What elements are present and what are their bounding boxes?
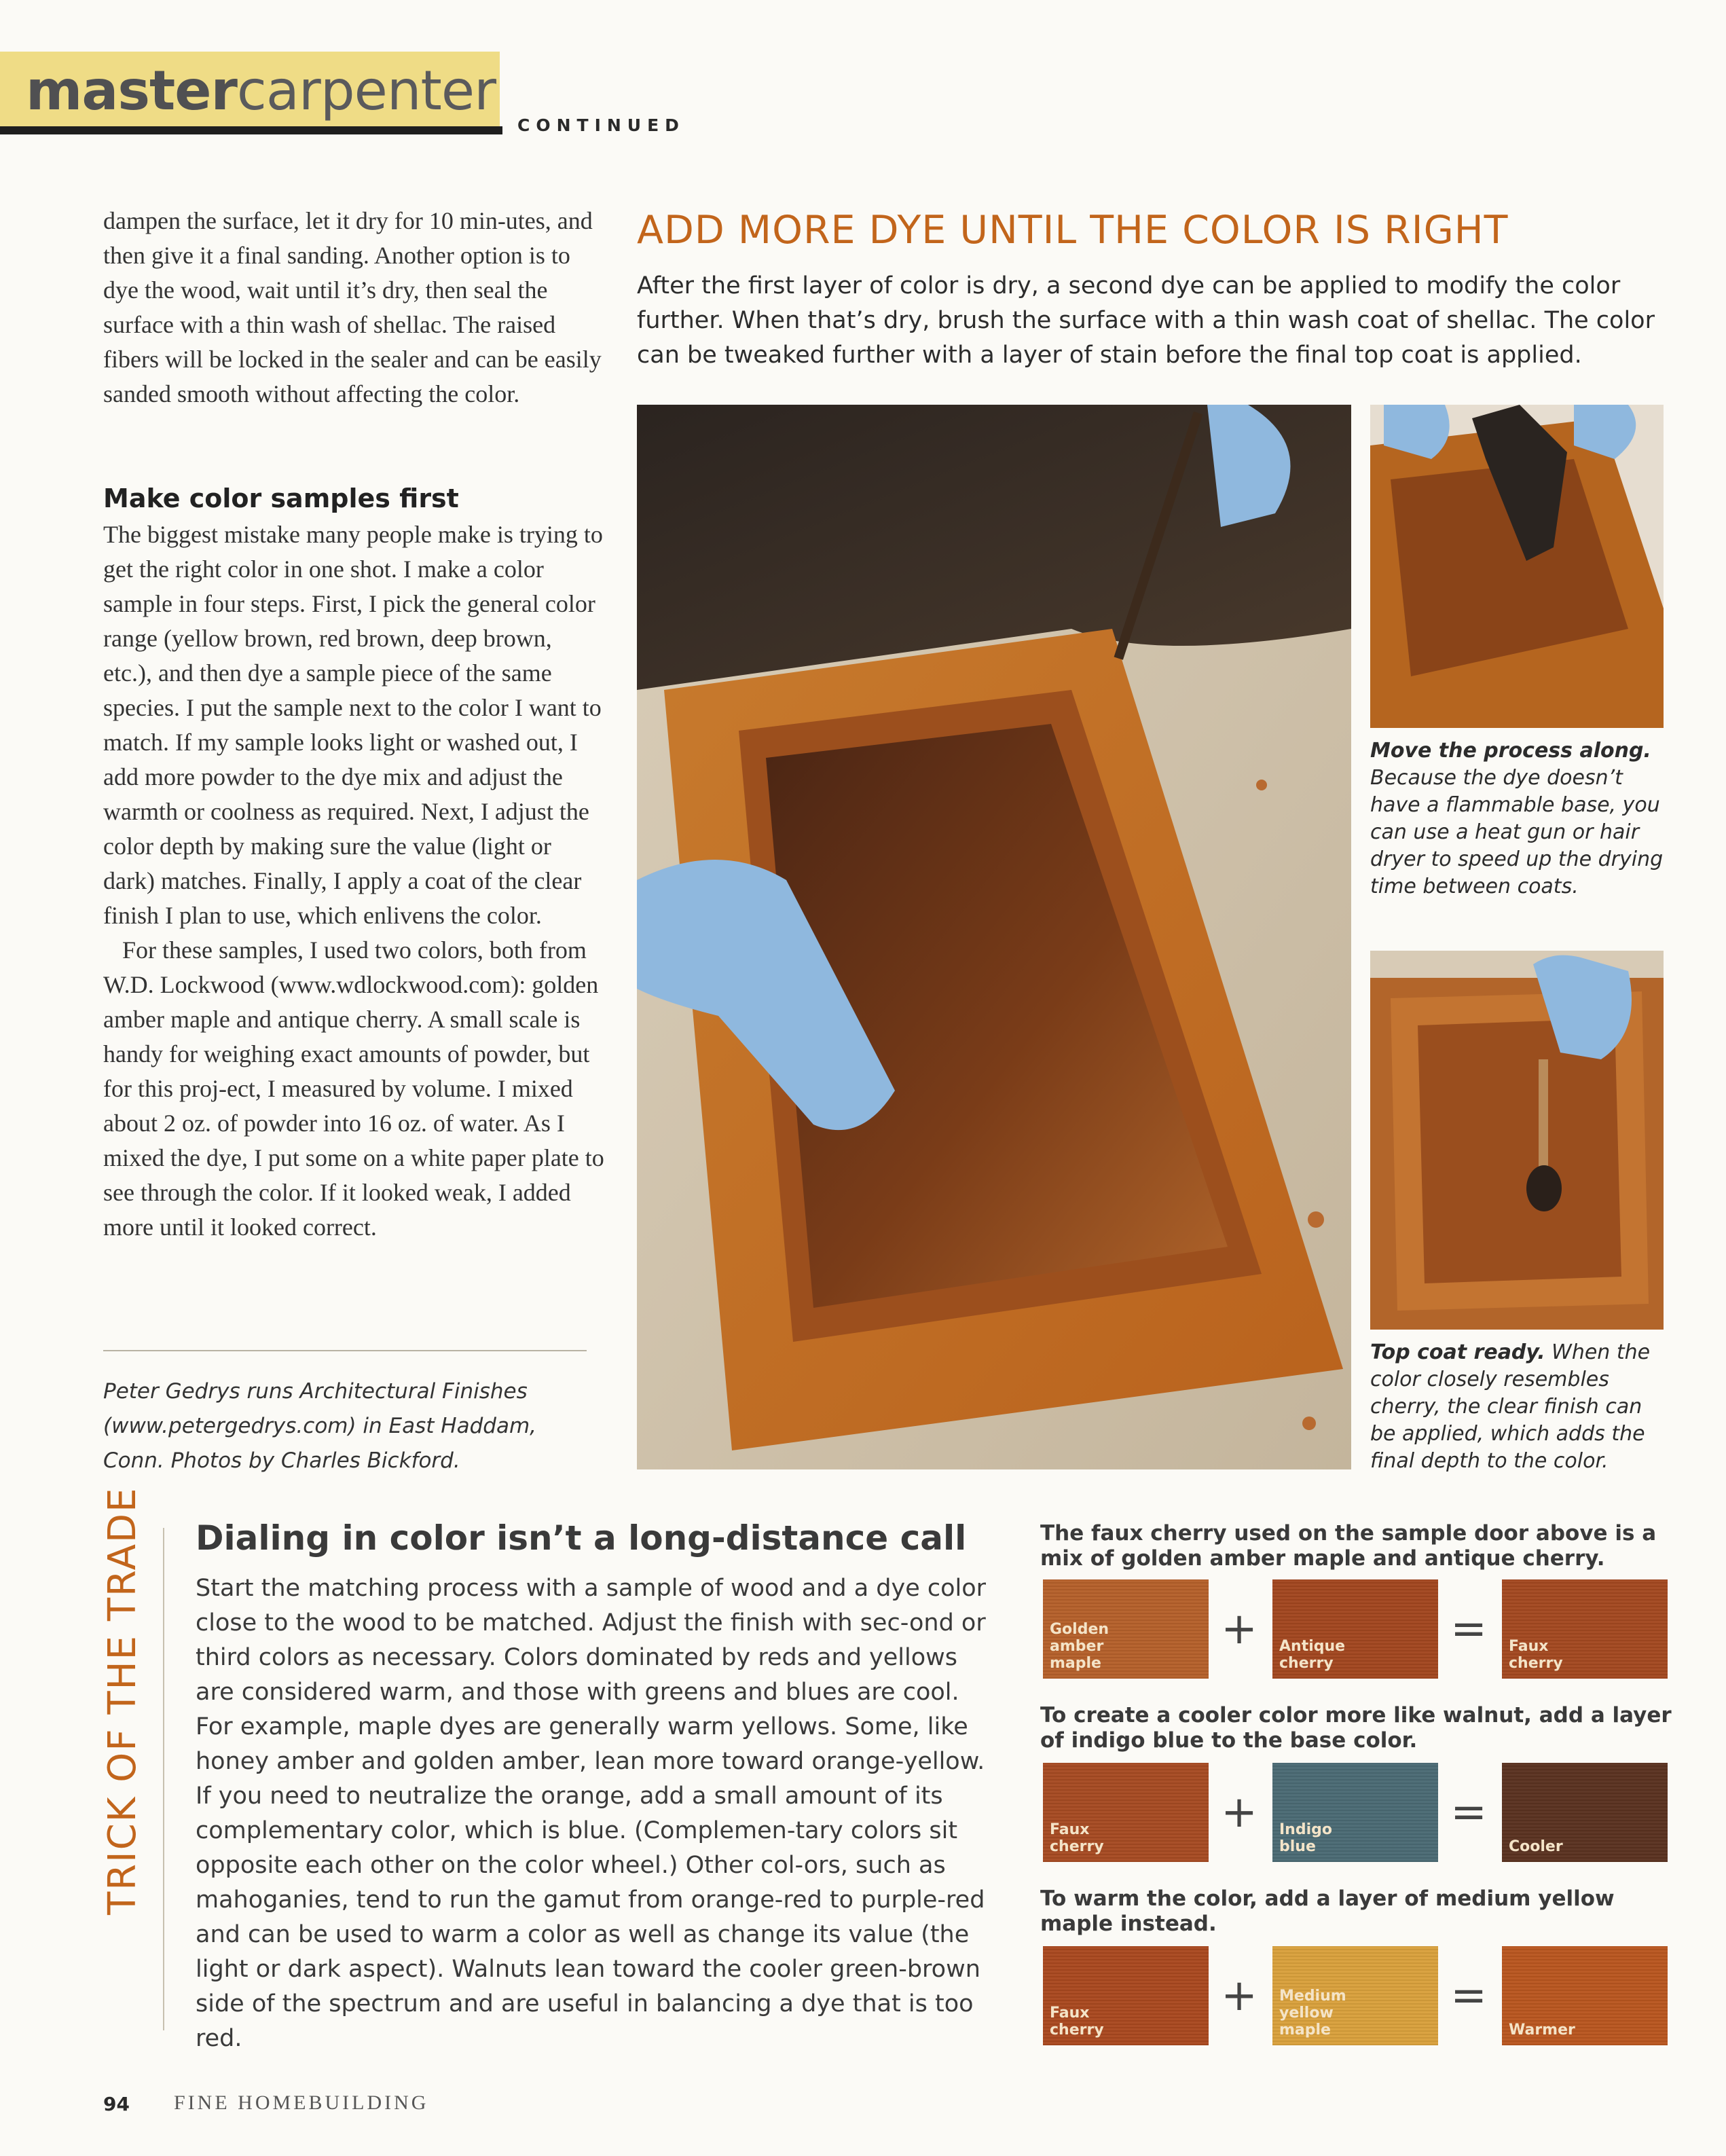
department-title [26, 53, 496, 129]
para-intro: dampen the surface, let it dry for 10 min-utes, and then give it a final sanding. Another option is to dye the wood, wait until it’s dry, then seal the surface with a thin wash of shellac. The raised fibers will be locked in the sealer and can be easily sanded smooth without affecting the color. [103, 207, 602, 407]
magazine-name: FINE HOMEBUILDING [174, 2091, 429, 2114]
swatch-warmer-result: Warmer [1502, 1946, 1668, 2045]
brand-light: carpenter [236, 59, 496, 122]
caption-move-bold: Move the process along. [1370, 739, 1651, 763]
plus-sign: + [1221, 1604, 1257, 1654]
swatch-cooler-result: Cooler [1502, 1763, 1668, 1862]
trick-title: Dialing in color isn’t a long-distance call [196, 1518, 967, 1558]
continued-label: CONTINUED [517, 115, 685, 135]
author-credit: Peter Gedrys runs Architectural Finishes (www.petergedrys.com) in East Haddam, Conn. Photos by Charles Bickford. [103, 1379, 536, 1473]
swatch-indigo-blue: Indigo blue [1272, 1763, 1438, 1862]
para-lockwood: For these samples, I used two colors, both from W.D. Lockwood (www.wdlockwood.com): golden amber maple and antique cherry. A small scale is handy for weighing exact amounts of powder, but for this proj-ect, I measured by volume. I mixed about 2 oz. of powder into 16 oz. of water. As I mixed the dye, I put some on a white paper plate to see through the color. If it looked weak, I added more until it looked correct. [103, 936, 604, 1241]
caption-topcoat-bold: Top coat ready. [1370, 1340, 1545, 1364]
swatch-medium-yellow-maple: Medium yellow maple [1272, 1946, 1438, 2045]
equals-sign: = [1450, 1604, 1487, 1654]
swatch-golden-amber-maple: Golden amber maple [1043, 1579, 1209, 1679]
equals-sign: = [1450, 1787, 1487, 1838]
equals-sign: = [1450, 1971, 1487, 2021]
swatch-faux-cherry: Faux cherry [1043, 1946, 1209, 2045]
feature-headline: ADD MORE DYE UNTIL THE COLOR IS RIGHT [637, 208, 1509, 253]
swatch-caption-1: The faux cherry used on the sample door above is a mix of golden amber maple and antique cherry. [1040, 1521, 1657, 1571]
main-photo-dyeing-door [637, 405, 1351, 1469]
header-rule [0, 126, 502, 134]
samples-column [103, 517, 606, 1245]
swatch-antique-cherry: Antique cherry [1272, 1579, 1438, 1679]
swatch-caption-2: To create a cooler color more like walnut, add a layer of indigo blue to the base color. [1040, 1703, 1672, 1753]
caption-move-process [1370, 737, 1669, 900]
plus-sign: + [1221, 1787, 1257, 1838]
para-samples: The biggest mistake many people make is trying to get the right color in one shot. I make a color sample in four steps. First, I pick the general color range (yellow brown, red brown, deep brown, etc.), and then dye a sample piece of the same species. I put the sample next to the color I want to match. If my sample looks light or washed out, I add more powder to the dye mix and adjust the warmth or coolness as required. Next, I adjust the color depth by making sure the value (light or dark) matches. Finally, I apply a coat of the clear finish I plan to use, which enlivens the color. [103, 521, 603, 929]
caption-move-text: Because the dye doesn’t have a flammable base, you can use a heat gun or hair dryer to speed up the drying time between coats. [1370, 766, 1664, 898]
photo-top-coat [1370, 951, 1664, 1330]
swatch-caption-3: To warm the color, add a layer of medium yellow maple instead. [1040, 1886, 1615, 1936]
feature-intro: After the first layer of color is dry, a second dye can be applied to modify the color further. When that’s dry, brush the surface with a thin wash coat of shellac. The color can be tweaked further with a layer of stain before the final top coat is applied. [637, 272, 1655, 369]
swatch-faux-cherry: Faux cherry [1043, 1763, 1209, 1862]
trick-body: Start the matching process with a sample of wood and a dye color close to the wood to be matched. Adjust the finish with sec-ond or third colors as necessary. Colors dominated by reds and yellows are considered warm, and those with greens and blues are cool. For example, maple dyes are generally warm yellows. Some, like honey amber and golden amber, lean more toward orange-yellow. If you need to neutralize the orange, add a small amount of its complementary color, which is blue. (Complemen-tary colors sit opposite each other on the color wheel.) Other col-ors, such as mahoganies, tend to run the gamut from orange-red to purple-red and can be used to warm a color as well as change its value (the light or dark aspect). Walnuts lean toward the cooler green-brown side of the spectrum and are useful in balancing a dye that is too red. [196, 1575, 987, 2052]
swatch-faux-cherry-result: Faux cherry [1502, 1579, 1668, 1679]
intro-paragraph [103, 204, 606, 412]
photo-heat-gun [1370, 405, 1664, 728]
brand-bold: master [26, 59, 237, 122]
trick-divider [163, 1528, 164, 2030]
caption-topcoat-text: When the color closely resembles cherry, the clear finish can be applied, which adds the final depth to the color. [1370, 1340, 1651, 1473]
trick-label-text: TRICK OF THE TRADE [100, 1486, 145, 1915]
plus-sign: + [1221, 1971, 1257, 2021]
page-number: 94 [103, 2093, 130, 2115]
credit-divider [103, 1350, 587, 1351]
caption-top-coat [1370, 1339, 1669, 1475]
subhead-samples: Make color samples first [103, 483, 459, 513]
